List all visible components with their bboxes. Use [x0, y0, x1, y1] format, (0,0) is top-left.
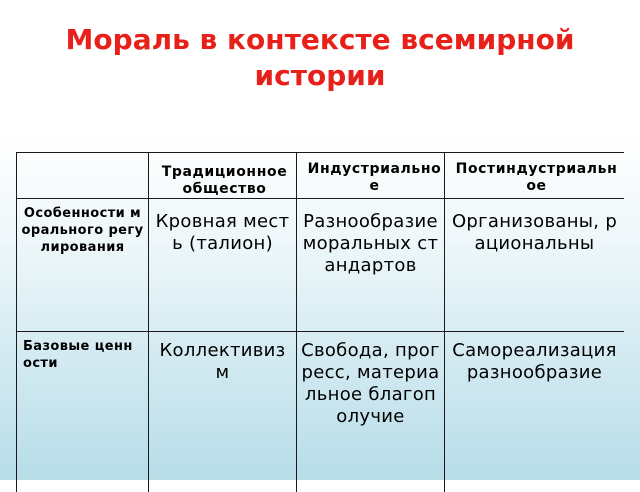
cell-postindustrial-moral [445, 199, 625, 332]
cell-traditional-moral-text: Кровная месть (талион) [149, 199, 296, 255]
row-label-moral-regulation [17, 199, 149, 332]
table-corner-cell [17, 153, 149, 199]
header-traditional-society-text: Традиционное общество [149, 153, 296, 198]
cell-traditional-moral [149, 199, 297, 332]
cell-postindustrial-values-text: Самореализацияразнообразие [445, 332, 624, 384]
header-industrial-text: Индустриальное [297, 153, 444, 195]
cell-industrial-moral-text: Разнообразие моральных стандартов [297, 199, 444, 277]
cell-postindustrial-moral-text: Организованы, рациональны [445, 199, 624, 255]
cell-industrial-values [297, 332, 445, 492]
header-industrial [297, 153, 445, 199]
cell-traditional-values-text: Коллективизм [149, 332, 296, 384]
header-traditional-society [149, 153, 297, 199]
cell-industrial-values-text: Свобода, прогресс, материальное благополучие [297, 332, 444, 428]
header-postindustrial-text: Постиндустриальное [445, 153, 624, 195]
row-label-moral-regulation-text: Особенности морального регулирования [17, 199, 148, 256]
cell-industrial-moral [297, 199, 445, 332]
table-row [17, 332, 625, 492]
row-label-base-values-text: Базовые ценности [17, 332, 148, 372]
cell-traditional-values [149, 332, 297, 492]
cell-postindustrial-values [445, 332, 625, 492]
comparison-table-container [16, 152, 624, 492]
table-header-row [17, 153, 625, 199]
comparison-table [16, 152, 624, 492]
row-label-base-values [17, 332, 149, 492]
slide-title: Мораль в контексте всемирной истории [0, 22, 640, 94]
header-postindustrial [445, 153, 625, 199]
table-row [17, 199, 625, 332]
